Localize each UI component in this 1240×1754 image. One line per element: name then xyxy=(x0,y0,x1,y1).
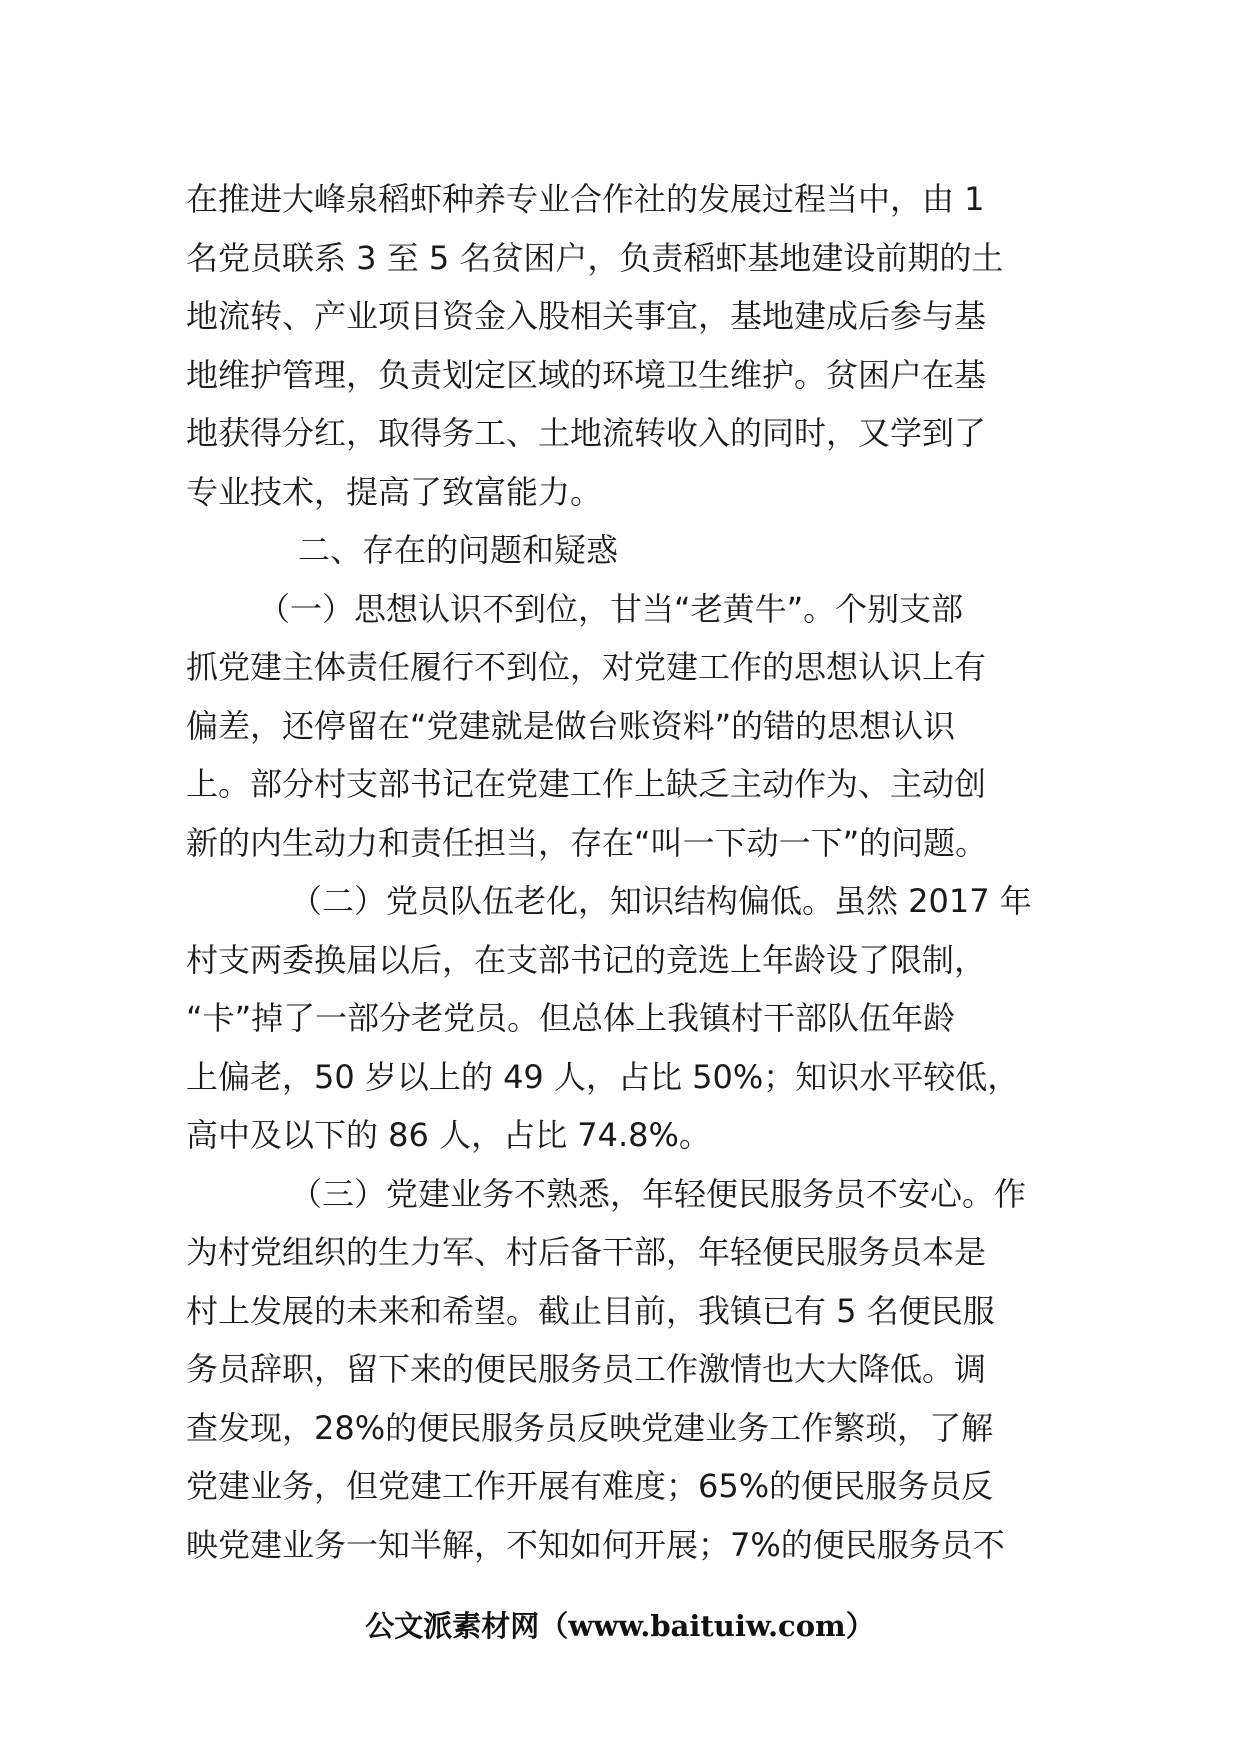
text-line: 新的内生动力和责任担当，存在“叫一下动一下”的问题。 xyxy=(186,823,988,862)
text-line: 上偏老，50 岁以上的 49 人，占比 50%；知识水平较低， xyxy=(186,1057,1020,1096)
text-line: 专业技术，提高了致富能力。 xyxy=(186,472,603,511)
text-line: 抓党建主体责任履行不到位，对党建工作的思想认识上有 xyxy=(186,648,987,686)
text-line: 地流转、产业项目资金入股相关事宜，基地建成后参与基 xyxy=(186,297,987,335)
subsection-heading-1: （一）思想认识不到位，甘当“老黄牛”。个别支部 xyxy=(258,589,964,628)
footer-watermark: 公文派素材网（www.baituiw.com） xyxy=(365,1609,875,1643)
text-line: 映党建业务一知半解，不知如何开展；7%的便民服务员不 xyxy=(186,1525,1005,1564)
text-line: 地维护管理，负责划定区域的环境卫生维护。贫困户在基 xyxy=(186,355,987,394)
text-line: 高中及以下的 86 人，占比 74.8%。 xyxy=(186,1116,711,1154)
text-line: 村上发展的未来和希望。截止目前，我镇已有 5 名便民服 xyxy=(186,1291,995,1330)
text-line: 在推进大峰泉稻虾种养专业合作社的发展过程当中，由 1 xyxy=(186,180,985,218)
text-line: 查发现，28%的便民服务员反映党建业务工作繁琐，了解 xyxy=(186,1408,994,1447)
section-heading: 二、存在的问题和疑惑 xyxy=(298,531,619,569)
subsection-heading-3: （三）党建业务不熟悉，年轻便民服务员不安心。作 xyxy=(290,1174,1027,1213)
text-line: 偏差，还停留在“党建就是做台账资料”的错的思想认识 xyxy=(186,706,956,745)
text-line: 为村党组织的生力军、村后备干部，年轻便民服务员本是 xyxy=(186,1233,987,1271)
text-line: 地获得分红，取得务工、土地流转收入的同时，又学到了 xyxy=(186,414,987,452)
text-line: 上。部分村支部书记在党建工作上缺乏主动作为、主动创 xyxy=(186,765,987,803)
text-line: 村支两委换届以后，在支部书记的竞选上年龄设了限制， xyxy=(186,940,987,979)
subsection-heading-2: （二）党员队伍老化，知识结构偏低。虽然 2017 年 xyxy=(290,882,1032,920)
text-line: 党建业务，但党建工作开展有难度；65%的便民服务员反 xyxy=(186,1467,994,1505)
text-line: “卡”掉了一部分老党员。但总体上我镇村干部队伍年龄 xyxy=(186,999,956,1037)
text-line: 务员辞职，留下来的便民服务员工作激情也大大降低。调 xyxy=(186,1350,987,1388)
document-body xyxy=(186,170,1066,1574)
text-line: 名党员联系 3 至 5 名贫困户，负责稻虾基地建设前期的土 xyxy=(186,238,1004,277)
